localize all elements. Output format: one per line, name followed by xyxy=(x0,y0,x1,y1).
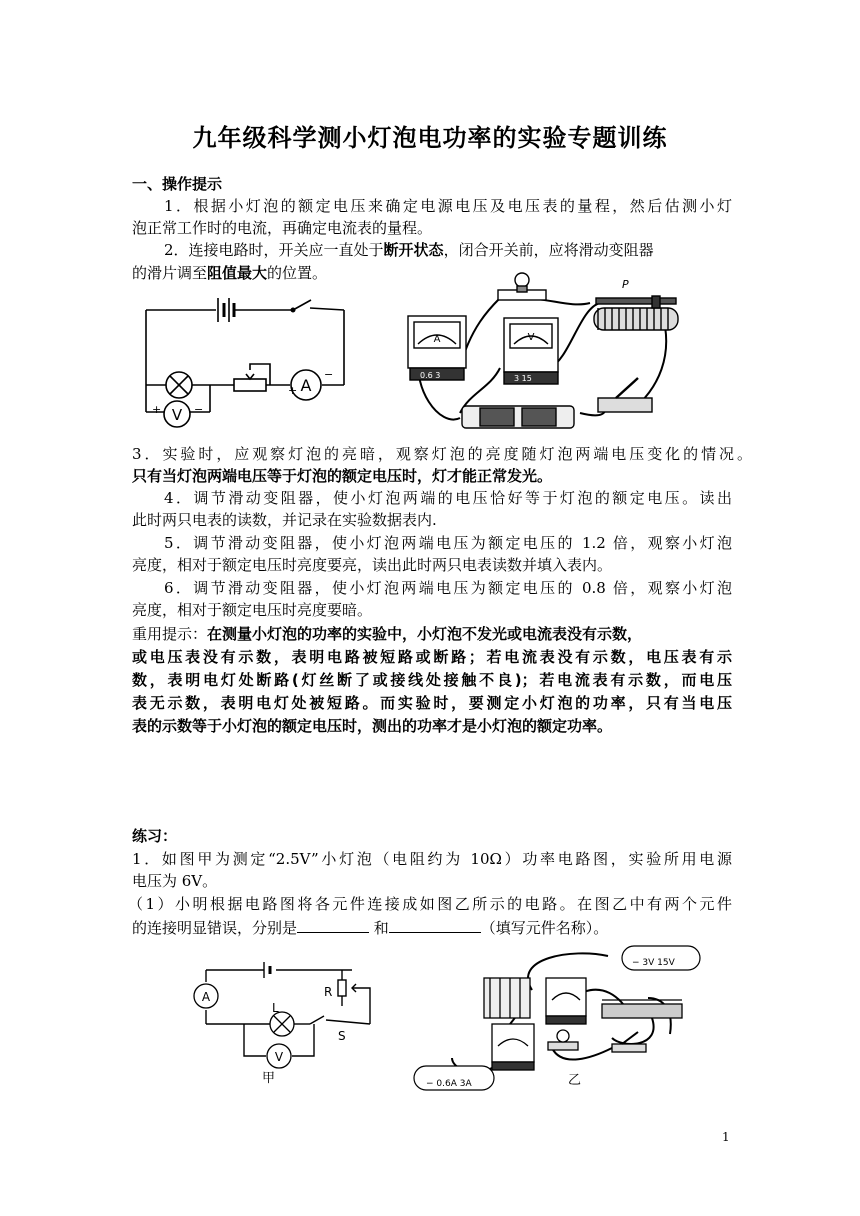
yi-rheostat xyxy=(602,1000,682,1018)
para-2-text-a: 2．连接电路时，开关应一直处于 xyxy=(164,241,384,259)
ammeter-label: A xyxy=(300,376,312,395)
ammeter-scale: 0.6 3 xyxy=(420,371,441,380)
para-5-line-2: 亮度，相对于额定电压时亮度要亮，读出此时两只电表读数并填入表内。 xyxy=(132,556,613,574)
figure1-apparatus-drawing xyxy=(400,268,690,436)
para-1-line-2: 泡正常工作时的电流，再确定电流表的量程。 xyxy=(132,219,433,237)
para-3-line-2-bold: 只有当灯泡两端电压等于灯泡的额定电压时，灯才能正常发光。 xyxy=(132,467,553,485)
para-2-text-c: ，闭合开关前，应将滑动变阻器 xyxy=(443,241,654,259)
slider-label: P xyxy=(622,278,629,291)
yi-voltmeter-terminals: − 3V 15V xyxy=(632,958,675,968)
lamp-symbol xyxy=(166,372,192,398)
para-2-line-1 xyxy=(164,240,732,261)
para-2-bold-disconnect: 断开状态 xyxy=(383,241,444,259)
jia-caption: 甲 xyxy=(262,1071,276,1086)
tip-text-1: 在测量小灯泡的功率的实验中，小灯泡不发光或电流表没有示数， xyxy=(207,625,643,643)
jia-voltmeter-label: V xyxy=(274,1050,284,1064)
yi-voltmeter xyxy=(546,978,586,1024)
tip-line-4: 表无示数，表明电灯处被短路。而实验时，要测定小灯泡的功率，只有当电压 xyxy=(132,694,732,712)
rheostat-symbol xyxy=(234,364,270,391)
q1-sub-text-a: 的连接明显错误，分别是 xyxy=(132,919,298,937)
yi-lamp xyxy=(548,1030,578,1050)
answer-blank-2[interactable] xyxy=(389,917,481,933)
ammeter-device-label: A xyxy=(433,334,441,345)
yi-battery xyxy=(484,978,530,1018)
page-title: 九年级科学测小灯泡电功率的实验专题训练 xyxy=(192,124,668,152)
q1-line-2: 电压为 6V。 xyxy=(132,872,218,890)
para-2-bold-max-resistance: 阻值最大 xyxy=(207,264,268,282)
para-4-line-2: 此时两只电表的读数，并记录在实验数据表内. xyxy=(132,511,437,529)
jia-ammeter-label: A xyxy=(201,990,211,1004)
practice-heading: 练习： xyxy=(132,827,178,845)
figure1-circuit-diagram xyxy=(138,290,358,430)
figure-yi-apparatus xyxy=(412,938,712,1098)
voltmeter-minus: − xyxy=(194,403,204,416)
yi-ammeter-terminals: − 0.6A 3A xyxy=(426,1079,472,1089)
jia-S-label: S xyxy=(338,1029,346,1043)
tip-line-3: 数，表明电灯处断路(灯丝断了或接线处接触不良)；若电流表有示数，而电压 xyxy=(132,671,732,689)
ammeter-minus: − xyxy=(324,368,334,381)
jia-lamp xyxy=(270,1012,294,1036)
para-2-line2-c: 的位置。 xyxy=(267,264,328,282)
yi-ammeter xyxy=(492,1024,534,1070)
tip-line-5: 表的示数等于小灯泡的额定电压时，测出的功率才是小灯泡的额定功率。 xyxy=(132,717,613,735)
answer-blank-1[interactable] xyxy=(297,917,369,933)
voltmeter-label: V xyxy=(171,406,183,424)
q1-sub-text-b: 和 xyxy=(369,919,389,937)
q1-line-1: 1．如图甲为测定“2.5V”小灯泡（电阻约为 10Ω）功率电路图，实验所用电源 xyxy=(132,850,732,868)
figure-jia-circuit xyxy=(192,956,382,1086)
para-1-line-1: 1．根据小灯泡的额定电压来确定电源电压及电压表的量程，然后估测小灯 xyxy=(164,197,732,215)
tip-line-1 xyxy=(132,624,732,645)
page-number: 1 xyxy=(722,1130,730,1144)
para-5-line-1: 5．调节滑动变阻器，使小灯泡两端电压为额定电压的 1.2 倍，观察小灯泡 xyxy=(164,534,732,552)
para-2-line2-a: 的滑片调至 xyxy=(132,264,208,282)
section-heading-operation: 一、操作提示 xyxy=(132,175,223,193)
voltmeter-scale: 3 15 xyxy=(514,374,532,383)
tip-line-2: 或电压表没有示数，表明电路被短路或断路；若电流表没有示数，电压表有示 xyxy=(132,648,732,666)
yi-caption: 乙 xyxy=(568,1073,582,1088)
lamp-on-board xyxy=(498,273,546,300)
rheostat-device xyxy=(594,296,678,330)
para-4-line-1: 4．调节滑动变阻器，使小灯泡两端的电压恰好等于灯泡的额定电压。读出 xyxy=(164,489,732,507)
para-3-line-1: 3．实验时，应观察灯泡的亮暗，观察灯泡的亮度随灯泡两端电压变化的情况。 xyxy=(132,445,752,463)
q1-sub-text-c: （填写元件名称）。 xyxy=(480,919,609,937)
para-6-line-1: 6．调节滑动变阻器，使小灯泡两端电压为额定电压的 0.8 倍，观察小灯泡 xyxy=(164,579,732,597)
voltmeter-device-label: V xyxy=(527,332,535,343)
battery-pack xyxy=(462,406,574,428)
jia-R-label: R xyxy=(324,985,333,999)
q1-sub-line-2 xyxy=(132,917,732,939)
switch-device xyxy=(598,378,652,412)
ammeter-plus: + xyxy=(288,384,298,397)
voltmeter-plus: + xyxy=(152,403,162,416)
para-6-line-2: 亮度，相对于额定电压时亮度要暗。 xyxy=(132,601,373,619)
jia-L-label: L xyxy=(272,1001,279,1015)
tip-label: 重用提示： xyxy=(132,625,208,643)
q1-sub-line-1: （1）小明根据电路图将各元件连接成如图乙所示的电路。在图乙中有两个元件 xyxy=(128,895,732,913)
